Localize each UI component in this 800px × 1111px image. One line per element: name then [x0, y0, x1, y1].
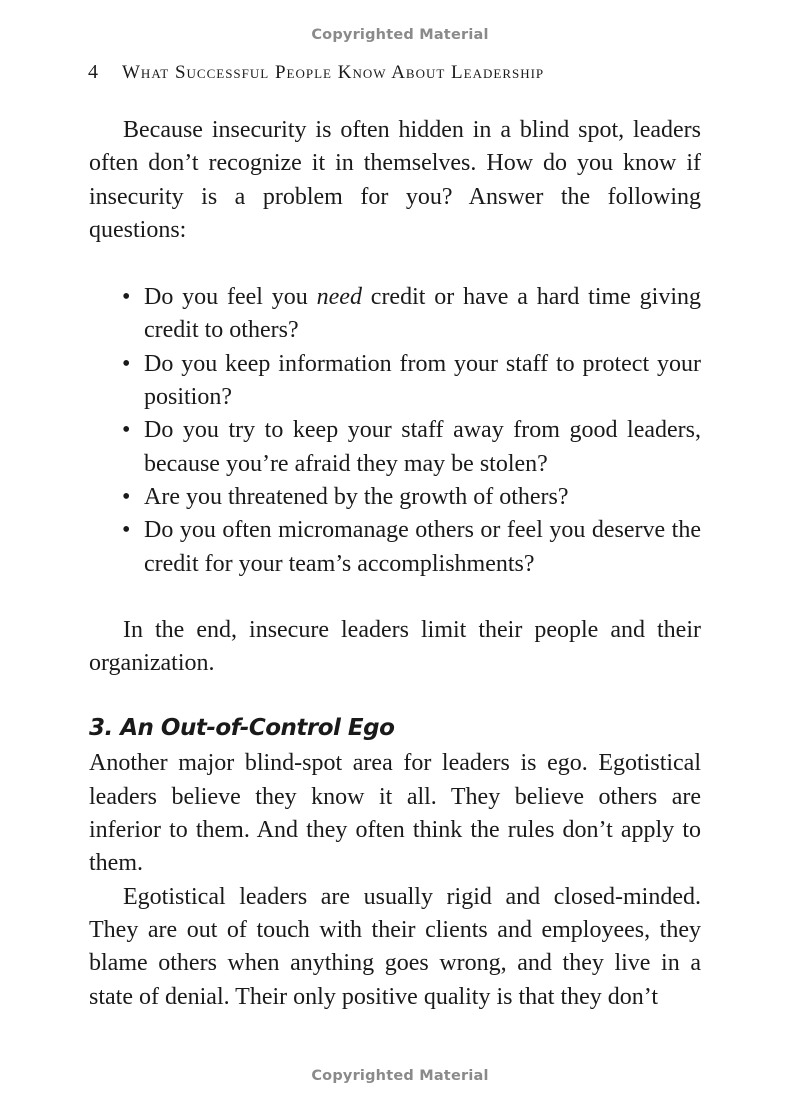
bullet-icon: • [122, 417, 131, 444]
list-item [89, 481, 701, 514]
paragraph-ego-2: Egotistical leaders are usually rigid and closed-minded. They are out of touch with their clients and employees, they blame others when anything goes wrong, and they live in a state of denial. Their only positive quality is that they don’t [89, 883, 701, 1010]
paragraph-intro: Because insecurity is often hidden in a blind spot, leaders often don’t recognize it in themselves. How do you know if insecurity is a problem for you? Answer the following questions: [89, 117, 701, 243]
paragraph-conclusion: In the end, insecure leaders limit their people and their organization. [89, 616, 701, 677]
bullet-icon: • [122, 517, 131, 544]
copyright-watermark-bottom: Copyrighted Material [311, 1068, 489, 1084]
page-number: 4 [88, 61, 98, 83]
bullet-icon: • [122, 350, 131, 377]
list-item [89, 281, 701, 348]
paragraph-ego-1: Another major blind-spot area for leaders is ego. Egotistical leaders believe they know it all. They believe others are inferior to them. And they often think the rules don’t apply to them. [89, 750, 701, 877]
running-header [88, 61, 708, 84]
running-title: What Successful People Know About Leadership [122, 62, 545, 83]
list-item-text: Do you keep information from your staff to protect your position? [144, 350, 701, 411]
copyright-watermark-top: Copyrighted Material [311, 27, 489, 43]
list-item-text-pre: Do you feel you [144, 284, 317, 311]
list-item-emphasis: need [316, 284, 362, 311]
page-body [89, 114, 701, 1014]
question-list [89, 281, 701, 581]
section-heading: 3. An Out-of-Control Ego [89, 715, 395, 742]
bullet-icon: • [122, 483, 131, 510]
list-item-text-post: credit or have a hard time giving credit to others? [144, 284, 702, 344]
list-item [89, 514, 701, 581]
list-item-text: Do you often micromanage others or feel you deserve the credit for your team’s accomplishments? [144, 517, 701, 577]
list-item [89, 348, 701, 415]
bullet-icon: • [122, 284, 131, 311]
list-item-text: Do you try to keep your staff away from good leaders, because you’re afraid they may be stolen? [144, 417, 701, 477]
list-item [89, 414, 701, 481]
list-item-text: Are you threatened by the growth of others? [144, 483, 569, 510]
